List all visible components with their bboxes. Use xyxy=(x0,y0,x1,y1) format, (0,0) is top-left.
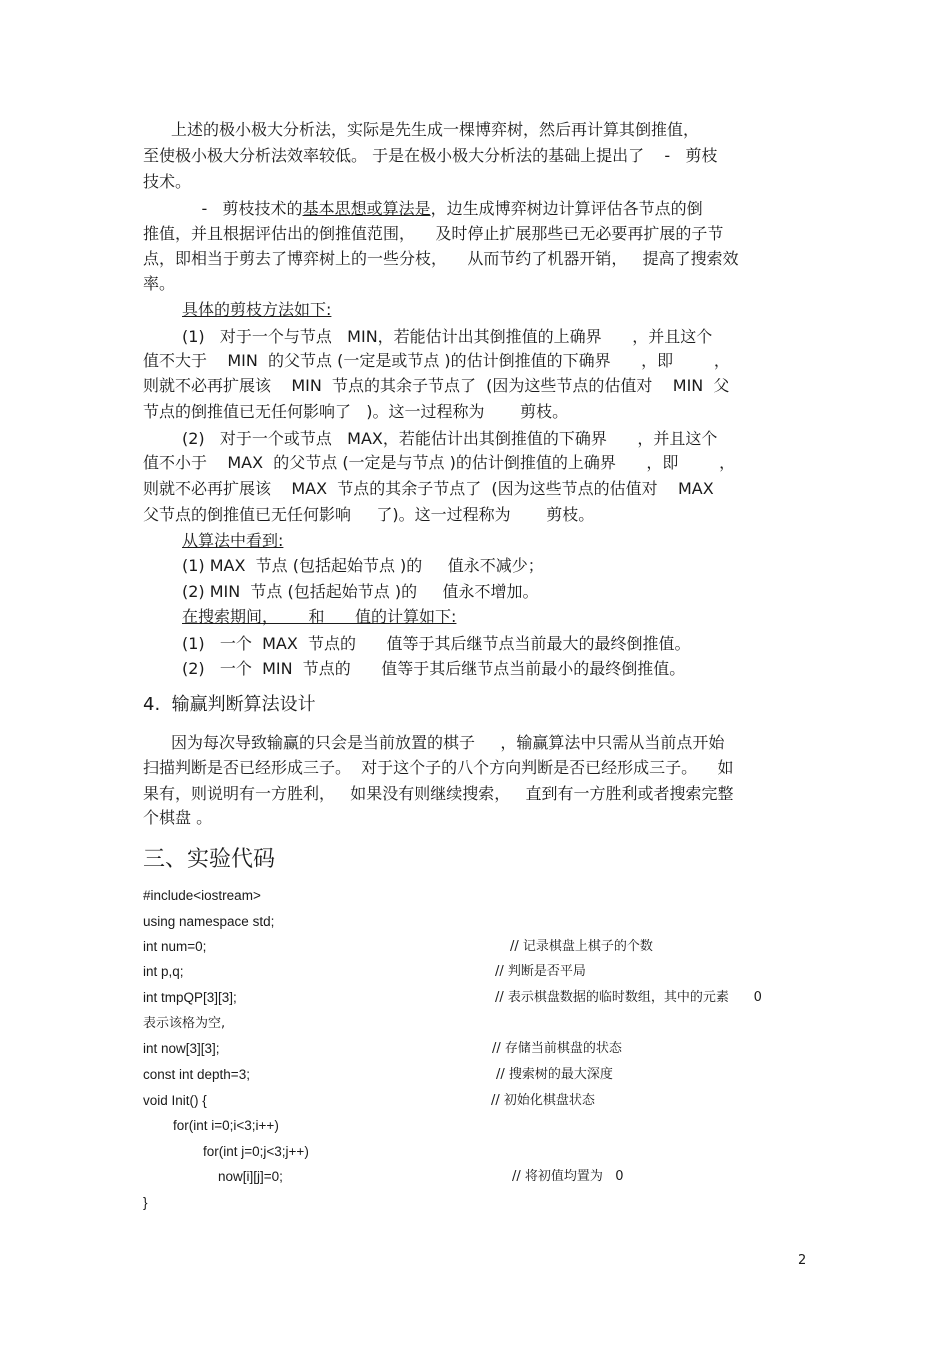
code-line: now[i][j]=0; xyxy=(143,1169,283,1184)
pruning-idea-line-4: 率。 xyxy=(143,274,176,293)
rule1-line-1: (1) 对于一个与节点 MIN，若能估计出其倒推值的上确界 ，并且这个 xyxy=(182,327,713,346)
code-comment: // 将初值均置为 0 xyxy=(512,1169,624,1184)
pruning-idea-line-1 xyxy=(171,199,703,219)
page-number: 2 xyxy=(798,1253,807,1268)
pruning-idea-prefix: - 剪枝技术的 xyxy=(171,199,303,218)
section4-line-2: 扫描判断是否已经形成三子。 对于这个子的八个方向判断是否已经形成三子。 如 xyxy=(143,758,734,777)
section3-title: 三、实验代码 xyxy=(143,847,276,872)
calc-item-1: (1) 一个 MAX 节点的 值等于其后继节点当前最大的最终倒推值。 xyxy=(182,634,691,653)
section4-line-4: 个棋盘 。 xyxy=(143,808,213,827)
pruning-idea-line-3: 点，即相当于剪去了博弈树上的一些分枝， 从而节约了机器开销， 提高了搜索效 xyxy=(143,249,739,268)
calc-item-2: (2) 一个 MIN 节点的 值等于其后继节点当前最小的最终倒推值。 xyxy=(182,659,686,678)
section4-title: 4. 输赢判断算法设计 xyxy=(143,694,316,715)
code-line: using namespace std; xyxy=(143,914,275,929)
section4-line-1: 因为每次导致输赢的只会是当前放置的棋子 ，输赢算法中只需从当前点开始 xyxy=(171,733,725,752)
code-line: int tmpQP[3][3]; xyxy=(143,990,237,1005)
method-heading: 具体的剪枝方法如下: xyxy=(182,300,332,319)
code-line: 表示该格为空, xyxy=(143,1016,226,1031)
code-comment: // 表示棋盘数据的临时数组，其中的元素 0 xyxy=(495,990,762,1005)
pruning-idea-suffix: ，边生成博弈树边计算评估各节点的倒 xyxy=(430,199,703,218)
code-line: void Init() { xyxy=(143,1093,207,1108)
calc-heading: 在搜索期间， 和 值的计算如下: xyxy=(182,607,457,626)
code-comment: // 记录棋盘上棋子的个数 xyxy=(510,939,653,954)
code-line: #include<iostream> xyxy=(143,888,261,903)
code-line: for(int j=0;j<3;j++) xyxy=(143,1144,309,1159)
rule1-line-4: 节点的倒推值已无任何影响了 )。这一过程称为 剪枝。 xyxy=(143,402,569,421)
code-comment: // 存储当前棋盘的状态 xyxy=(492,1041,622,1056)
code-line: int p,q; xyxy=(143,964,184,979)
rule1-line-2: 值不大于 MIN 的父节点 (一定是或节点 )的估计倒推值的下确界 ，即 ， xyxy=(143,351,730,370)
observe-item-2: (2) MIN 节点 (包括起始节点 )的 值永不增加。 xyxy=(182,582,539,601)
intro-line-1: 上述的极小极大分析法，实际是先生成一棵博弈树，然后再计算其倒推值， xyxy=(171,120,700,139)
pruning-idea-underlined: 基本思想或算法是 xyxy=(302,199,431,218)
observe-item-1: (1) MAX 节点 (包括起始节点 )的 值永不减少； xyxy=(182,556,544,575)
code-line: for(int i=0;i<3;i++) xyxy=(143,1118,279,1133)
code-line: const int depth=3; xyxy=(143,1067,250,1082)
intro-line-2: 至使极小极大分析法效率较低。 于是在极小极大分析法的基础上提出了 - 剪枝 xyxy=(143,146,718,165)
rule1-line-3: 则就不必再扩展该 MIN 节点的其余子节点了 (因为这些节点的估值对 MIN 父 xyxy=(143,376,730,395)
rule2-line-3: 则就不必再扩展该 MAX 节点的其余子节点了 (因为这些节点的估值对 MAX xyxy=(143,479,714,498)
code-comment: // 判断是否平局 xyxy=(495,964,586,979)
code-comment: // 初始化棋盘状态 xyxy=(491,1093,595,1108)
rule2-line-1: (2) 对于一个或节点 MAX，若能估计出其倒推值的下确界 ，并且这个 xyxy=(182,429,718,448)
rule2-line-2: 值不小于 MAX 的父节点 (一定是与节点 )的估计倒推值的上确界 ，即 ， xyxy=(143,453,736,472)
intro-line-3: 技术。 xyxy=(143,172,192,191)
code-line: int num=0; xyxy=(143,939,207,954)
rule2-line-4: 父节点的倒推值已无任何影响 了)。这一过程称为 剪枝。 xyxy=(143,505,595,524)
code-line: int now[3][3]; xyxy=(143,1041,220,1056)
code-comment: // 搜索树的最大深度 xyxy=(496,1067,613,1082)
observe-heading: 从算法中看到: xyxy=(182,531,284,550)
pruning-idea-line-2: 推值，并且根据评估出的倒推值范围， 及时停止扩展那些已无必要再扩展的子节 xyxy=(143,224,724,243)
section4-line-3: 果有，则说明有一方胜利， 如果没有则继续搜索， 直到有一方胜利或者搜索完整 xyxy=(143,784,734,803)
code-line: } xyxy=(143,1195,148,1210)
